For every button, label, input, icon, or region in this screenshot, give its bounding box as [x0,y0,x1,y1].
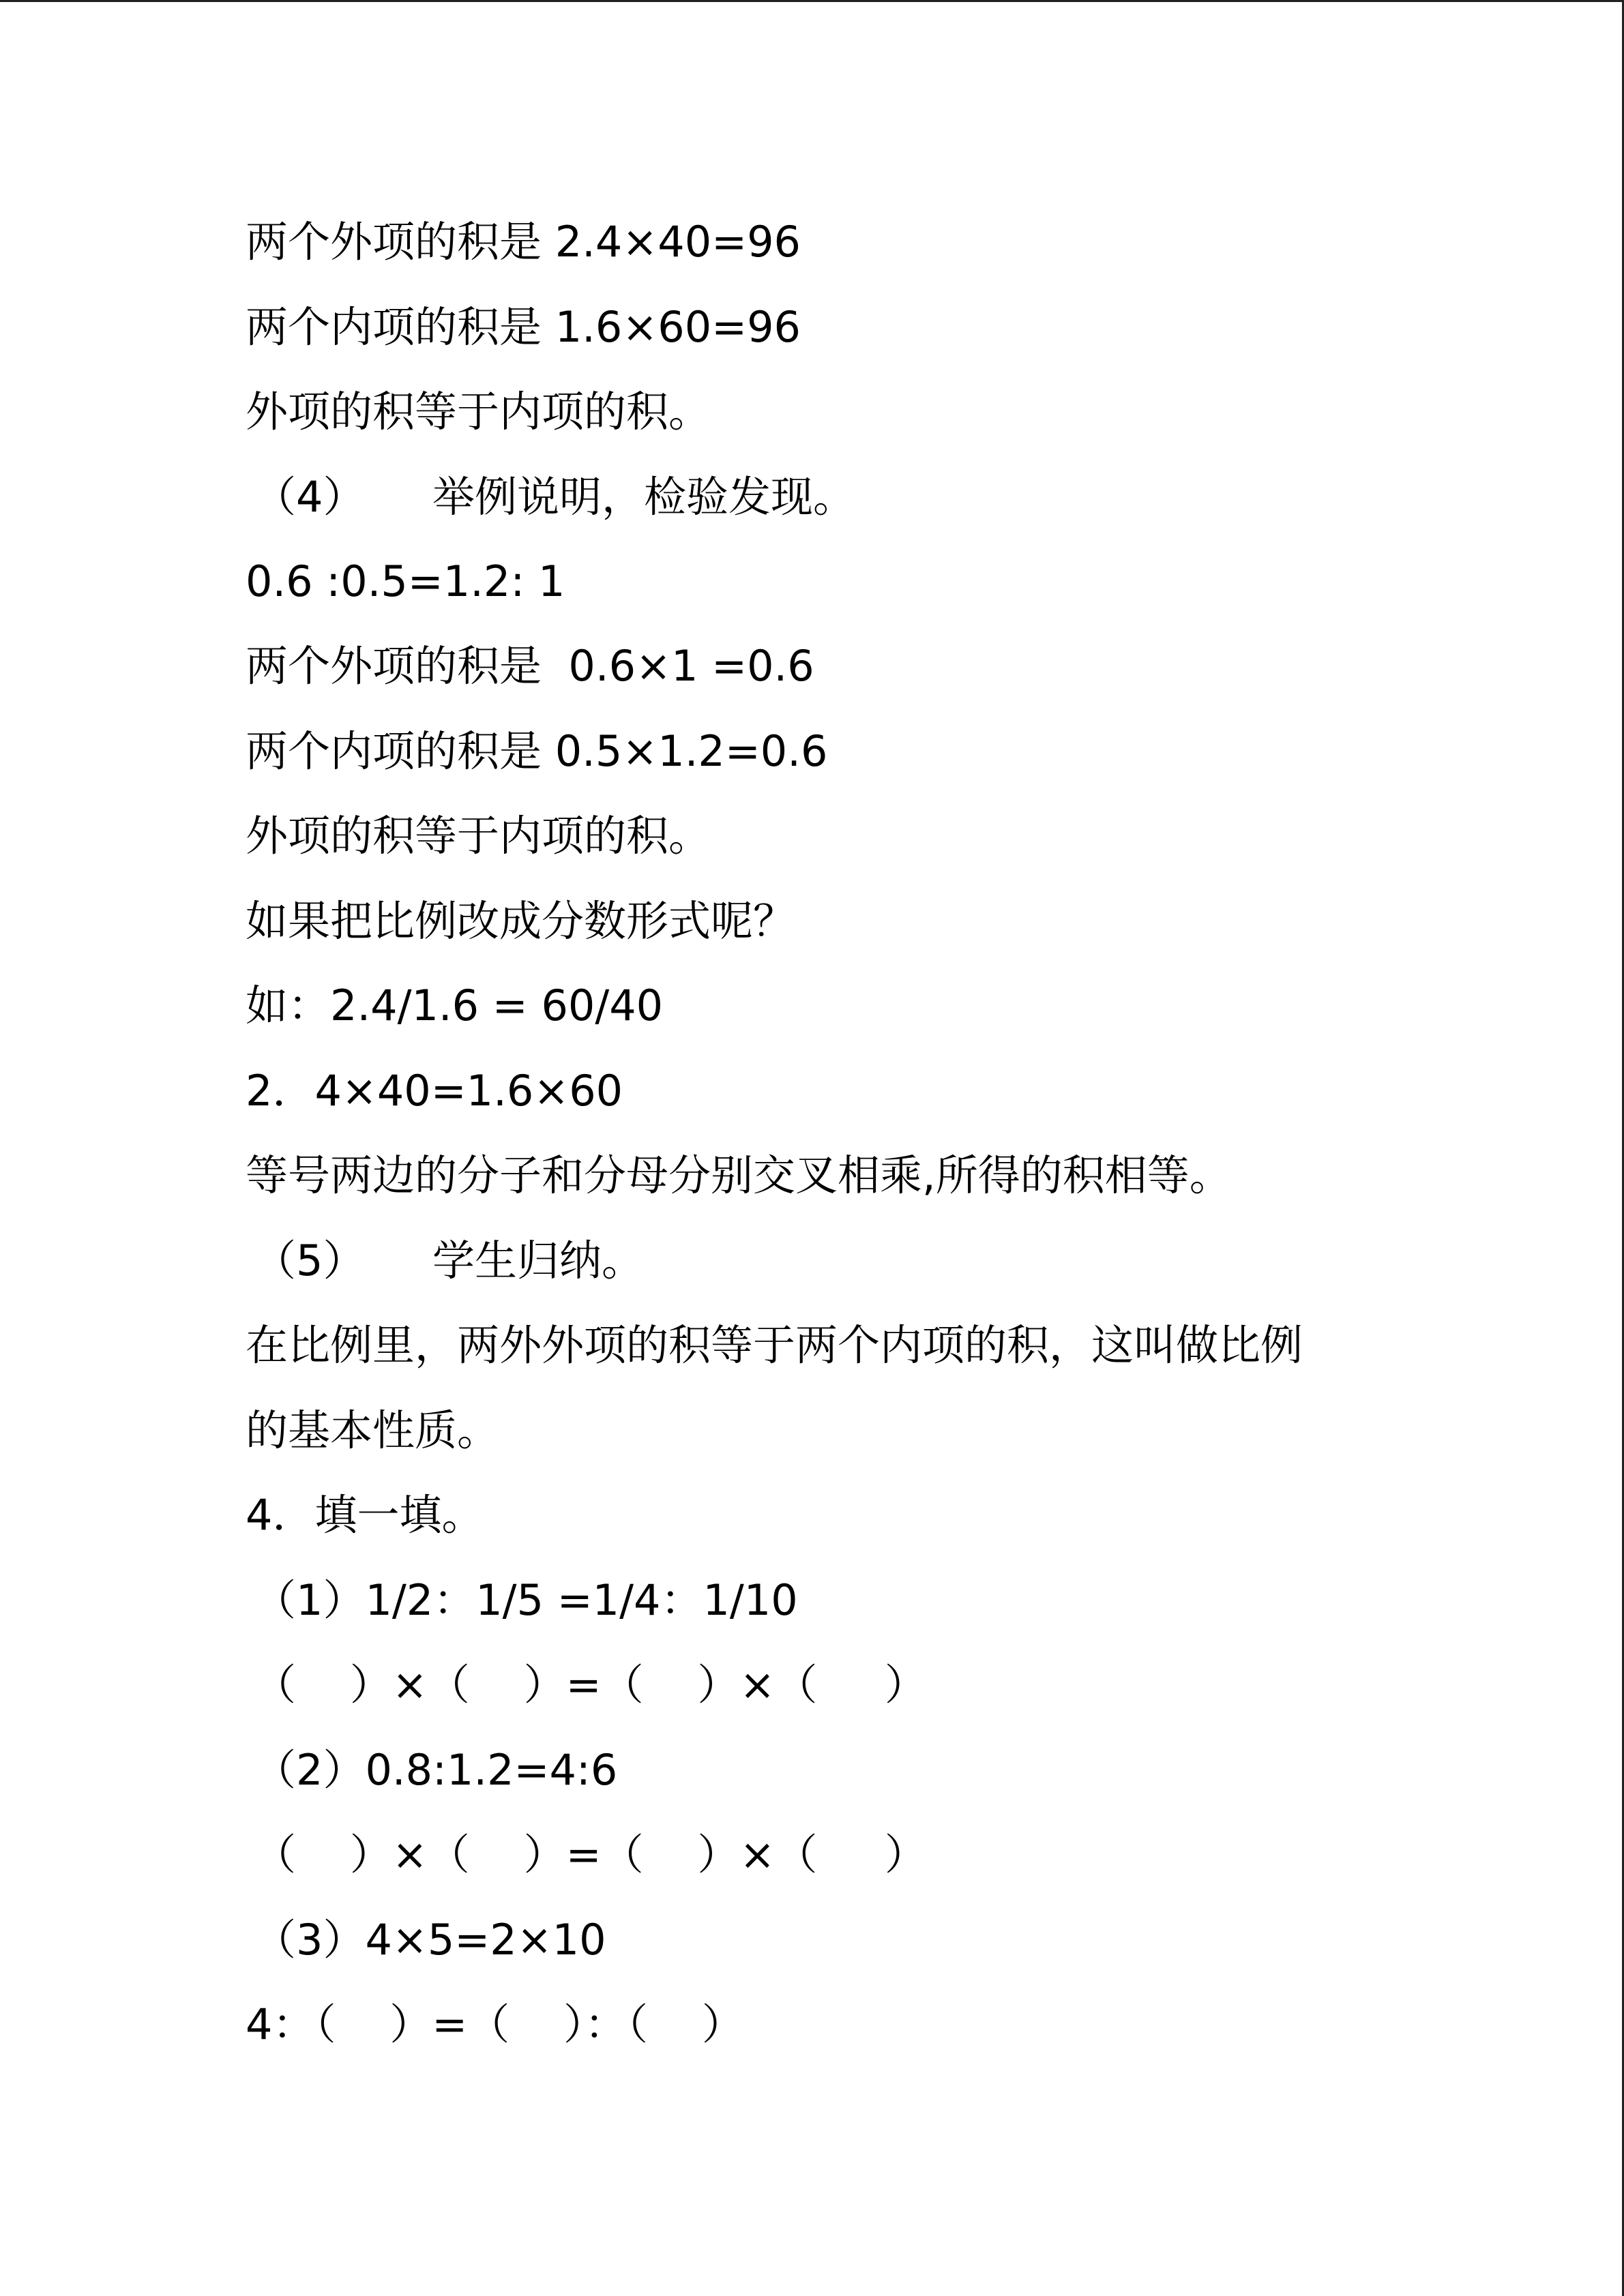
text-line: 两个内项的积是 1.6×60=96 [246,302,801,352]
text-line: 2．4×40=1.6×60 [246,1066,623,1116]
exercise-item-1: （1）1/2：1/5 =1/4：1/10 [254,1575,798,1625]
fill-blank-line: （ ）×（ ）=（ ）×（ ） [254,1830,927,1879]
exercise-item-2: （2）0.8:1.2=4:6 [254,1745,618,1795]
exercise-heading: 4．填一填。 [246,1490,484,1540]
text-line: 如：2.4/1.6 = 60/40 [246,981,664,1030]
text-line: 外项的积等于内项的积。 [246,811,711,861]
text-line: 等号两边的分子和分母分别交叉相乘,所得的积相等。 [246,1150,1232,1200]
text-line: 两个外项的积是 2.4×40=96 [246,217,801,267]
text-line: 的基本性质。 [246,1405,500,1455]
section-heading-5: （5） 学生归纳。 [254,1236,644,1285]
text-line: 在比例里，两外外项的积等于两个内项的积，这叫做比例 [246,1320,1303,1370]
text-line: 如果把比例改成分数形式呢？ [246,896,796,946]
text-line: 0.6 :0.5=1.2: 1 [246,556,565,606]
text-line: 外项的积等于内项的积。 [246,387,711,436]
fill-blank-line: （ ）×（ ）=（ ）×（ ） [254,1660,927,1710]
text-line: 两个内项的积是 0.5×1.2=0.6 [246,726,828,776]
exercise-item-3: （3）4×5=2×10 [254,1915,606,1965]
text-line: 两个外项的积是 0.6×1 =0.6 [246,641,814,691]
section-heading-4: （4） 举例说明，检验发现。 [254,472,855,522]
fill-blank-line: 4：（ ）=（ ）：（ ） [246,1999,744,2049]
